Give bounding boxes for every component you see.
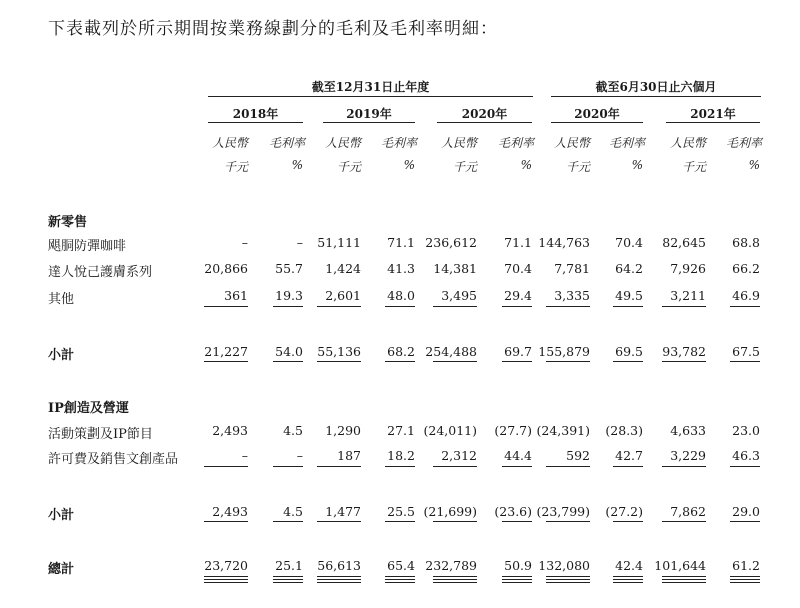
subtotal-rule: [433, 306, 477, 307]
value-cell: 4,633: [670, 423, 706, 438]
unit-thousand: 千元: [336, 160, 361, 174]
row-label: 許可費及銷售文創產品: [48, 452, 179, 467]
total-double-underline: [730, 579, 760, 580]
subtotal-underline: [317, 361, 361, 362]
total-double-underline: [433, 582, 477, 583]
total-double-underline: [273, 579, 303, 580]
unit-margin: 毛利率: [726, 136, 763, 150]
value-cell: 46.3: [732, 448, 760, 463]
subtotal-underline: [204, 521, 248, 522]
value-cell: –: [296, 235, 303, 250]
subtotal-underline: [273, 521, 303, 522]
total-double-underline: [730, 576, 760, 577]
value-cell: 18.2: [387, 448, 415, 463]
total-double-underline: [204, 582, 248, 583]
year-header: 2020年: [574, 107, 620, 121]
row-label: 其他: [48, 292, 75, 307]
value-cell: 7,781: [554, 261, 590, 276]
value-cell: 48.0: [387, 288, 415, 303]
value-cell: (28.3): [605, 423, 643, 438]
value-cell: 361: [224, 288, 248, 303]
year-header: 2020年: [461, 107, 508, 121]
value-cell: 2,493: [212, 504, 248, 519]
subtotal-underline: [613, 521, 643, 522]
value-cell: 70.4: [504, 261, 532, 276]
subtotal-rule: [204, 466, 248, 467]
subtotal-underline: [502, 361, 532, 362]
total-double-underline: [662, 576, 706, 577]
value-cell: 64.2: [615, 261, 643, 276]
unit-currency: 人民幣: [440, 136, 477, 150]
value-cell: 3,229: [670, 448, 706, 463]
subtotal-underline: [546, 521, 590, 522]
value-cell: 61.2: [732, 558, 760, 573]
value-cell: 4.5: [283, 504, 303, 519]
value-cell: 101,644: [654, 558, 706, 573]
subtotal-underline: [385, 521, 415, 522]
unit-currency: 人民幣: [324, 136, 361, 150]
value-cell: 23.0: [732, 423, 760, 438]
value-cell: 254,488: [425, 344, 477, 359]
value-cell: 50.9: [504, 558, 532, 573]
group-rule-year: [208, 96, 533, 97]
subtotal-rule: [273, 306, 303, 307]
value-cell: (27.7): [494, 423, 532, 438]
total-double-underline: [502, 576, 532, 577]
subtotal-rule: [385, 466, 415, 467]
value-cell: –: [296, 448, 303, 463]
value-cell: 1,477: [325, 504, 361, 519]
subtotal-underline: [662, 521, 706, 522]
value-cell: 132,080: [538, 558, 590, 573]
year-header: 2021年: [690, 107, 736, 121]
total-double-underline: [273, 582, 303, 583]
value-cell: 69.7: [504, 344, 532, 359]
year-rule: [208, 122, 303, 123]
value-cell: 7,926: [670, 261, 706, 276]
value-cell: 82,645: [662, 235, 706, 250]
value-cell: 71.1: [387, 235, 415, 250]
value-cell: 2,601: [325, 288, 361, 303]
row-label: 達人悅己護膚系列: [48, 265, 153, 280]
year-header: 2019年: [346, 107, 392, 121]
unit-percent: %: [748, 158, 760, 172]
subtotal-rule: [662, 466, 706, 467]
value-cell: 44.4: [504, 448, 532, 463]
subtotal-rule: [662, 306, 706, 307]
value-cell: (24,391): [536, 423, 590, 438]
value-cell: (21,699): [423, 504, 477, 519]
unit-percent: %: [631, 158, 643, 172]
subtotal-underline: [613, 361, 643, 362]
value-cell: (23,799): [536, 504, 590, 519]
unit-percent: %: [291, 158, 303, 172]
value-cell: 1,424: [325, 261, 361, 276]
value-cell: (23.6): [494, 504, 532, 519]
total-double-underline: [502, 579, 532, 580]
value-cell: –: [241, 448, 248, 463]
value-cell: 187: [337, 448, 361, 463]
value-cell: (24,011): [423, 423, 477, 438]
subtotal-underline: [385, 361, 415, 362]
value-cell: 592: [566, 448, 590, 463]
value-cell: 65.4: [387, 558, 415, 573]
value-cell: –: [241, 235, 248, 250]
unit-margin: 毛利率: [269, 136, 306, 150]
value-cell: 144,763: [538, 235, 590, 250]
total-double-underline: [433, 579, 477, 580]
year-rule: [323, 122, 415, 123]
row-label: 活動策劃及IP節目: [48, 427, 153, 442]
value-cell: 29.0: [732, 504, 760, 519]
value-cell: 3,495: [441, 288, 477, 303]
value-cell: 68.2: [387, 344, 415, 359]
value-cell: 1,290: [325, 423, 361, 438]
subtotal-rule: [546, 466, 590, 467]
value-cell: 20,866: [204, 261, 248, 276]
section-title: 新零售: [48, 215, 88, 230]
value-cell: 68.8: [732, 235, 760, 250]
group-header-half: 截至6月30日止六個月: [595, 80, 717, 94]
unit-currency: 人民幣: [553, 136, 590, 150]
total-double-underline: [662, 582, 706, 583]
value-cell: 232,789: [425, 558, 477, 573]
unit-currency: 人民幣: [669, 136, 706, 150]
total-double-underline: [385, 582, 415, 583]
total-double-underline: [613, 576, 643, 577]
total-double-underline: [546, 576, 590, 577]
group-rule-half: [551, 96, 761, 97]
value-cell: 67.5: [732, 344, 760, 359]
value-cell: 25.1: [275, 558, 303, 573]
year-rule: [666, 122, 760, 123]
value-cell: 19.3: [275, 288, 303, 303]
value-cell: 155,879: [538, 344, 590, 359]
value-cell: 7,862: [670, 504, 706, 519]
value-cell: 71.1: [504, 235, 532, 250]
subtotal-rule: [204, 306, 248, 307]
unit-percent: %: [520, 158, 532, 172]
value-cell: 3,335: [554, 288, 590, 303]
value-cell: 49.5: [615, 288, 643, 303]
total-double-underline: [662, 579, 706, 580]
total-double-underline: [546, 582, 590, 583]
total-double-underline: [502, 582, 532, 583]
total-double-underline: [317, 579, 361, 580]
value-cell: 3,211: [670, 288, 706, 303]
unit-margin: 毛利率: [498, 136, 535, 150]
subtotal-underline: [204, 361, 248, 362]
section-title: IP創造及營運: [48, 401, 129, 416]
value-cell: 70.4: [615, 235, 643, 250]
subtotal-underline: [433, 361, 477, 362]
value-cell: 27.1: [387, 423, 415, 438]
total-double-underline: [204, 576, 248, 577]
subtotal-underline: [730, 521, 760, 522]
unit-margin: 毛利率: [609, 136, 646, 150]
value-cell: 46.9: [732, 288, 760, 303]
value-cell: 42.7: [615, 448, 643, 463]
subtotal-rule: [613, 466, 643, 467]
subtotal-underline: [433, 521, 477, 522]
value-cell: 29.4: [504, 288, 532, 303]
subtotal-rule: [317, 466, 361, 467]
subtotal-rule: [730, 466, 760, 467]
subtotal-rule: [385, 306, 415, 307]
value-cell: 69.5: [615, 344, 643, 359]
value-cell: 21,227: [204, 344, 248, 359]
subtotal-underline: [730, 361, 760, 362]
value-cell: 54.0: [275, 344, 303, 359]
subtotal-underline: [546, 361, 590, 362]
unit-thousand: 千元: [452, 160, 477, 174]
total-double-underline: [317, 576, 361, 577]
unit-margin: 毛利率: [381, 136, 418, 150]
value-cell: 14,381: [433, 261, 477, 276]
value-cell: 93,782: [662, 344, 706, 359]
value-cell: 41.3: [387, 261, 415, 276]
value-cell: 56,613: [317, 558, 361, 573]
group-header-year: 截至12月31日止年度: [311, 80, 430, 94]
total-double-underline: [546, 579, 590, 580]
value-cell: 236,612: [425, 235, 477, 250]
value-cell: 2,312: [441, 448, 477, 463]
total-double-underline: [613, 582, 643, 583]
value-cell: 23,720: [204, 558, 248, 573]
total-double-underline: [613, 579, 643, 580]
value-cell: 4.5: [283, 423, 303, 438]
value-cell: (27.2): [605, 504, 643, 519]
value-cell: 42.4: [615, 558, 643, 573]
subtotal-label: 小計: [48, 508, 75, 523]
subtotal-underline: [502, 521, 532, 522]
intro-text: 下表載列於所示期間按業務線劃分的毛利及毛利率明細：: [48, 19, 498, 39]
total-label: 總計: [48, 562, 75, 577]
value-cell: 55,136: [317, 344, 361, 359]
total-double-underline: [385, 576, 415, 577]
row-label: 飓胴防彈咖啡: [48, 239, 127, 254]
value-cell: 25.5: [387, 504, 415, 519]
subtotal-rule: [546, 306, 590, 307]
subtotal-underline: [273, 361, 303, 362]
year-rule: [437, 122, 532, 123]
year-rule: [551, 122, 643, 123]
total-double-underline: [433, 576, 477, 577]
subtotal-underline: [317, 521, 361, 522]
subtotal-rule: [502, 466, 532, 467]
total-double-underline: [730, 582, 760, 583]
value-cell: 2,493: [212, 423, 248, 438]
subtotal-label: 小計: [48, 348, 75, 363]
total-double-underline: [385, 579, 415, 580]
value-cell: 51,111: [317, 235, 361, 250]
unit-thousand: 千元: [565, 160, 590, 174]
year-header: 2018年: [232, 107, 279, 121]
unit-thousand: 千元: [681, 160, 706, 174]
subtotal-underline: [662, 361, 706, 362]
unit-thousand: 千元: [223, 160, 248, 174]
total-double-underline: [317, 582, 361, 583]
value-cell: 55.7: [275, 261, 303, 276]
total-double-underline: [273, 576, 303, 577]
unit-currency: 人民幣: [211, 136, 248, 150]
subtotal-rule: [273, 466, 303, 467]
subtotal-rule: [317, 306, 361, 307]
value-cell: 66.2: [732, 261, 760, 276]
subtotal-rule: [730, 306, 760, 307]
subtotal-rule: [502, 306, 532, 307]
total-double-underline: [204, 579, 248, 580]
unit-percent: %: [403, 158, 415, 172]
subtotal-rule: [433, 466, 477, 467]
subtotal-rule: [613, 306, 643, 307]
